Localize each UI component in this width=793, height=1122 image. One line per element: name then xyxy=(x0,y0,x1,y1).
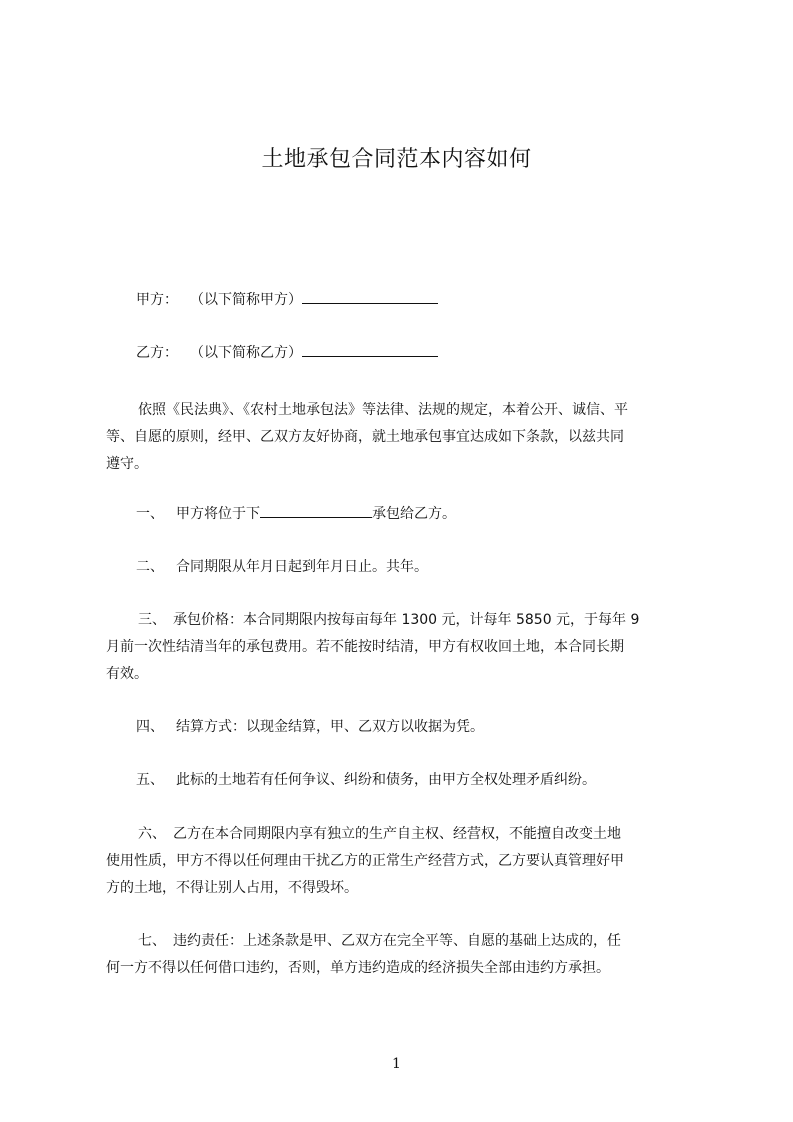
clause-4 xyxy=(106,714,698,741)
clause-3-line: 有效。 xyxy=(106,666,148,682)
clause-6-line: 使用性质，甲方不得以任何理由干扰乙方的正常生产经营方式，乙方要认真管理好甲 xyxy=(106,853,624,869)
clause-4-text: 结算方式：以现金结算，甲、乙双方以收据为凭。 xyxy=(176,719,484,735)
clause-1-text-after: 承包给乙方。 xyxy=(372,506,456,522)
party-a-line xyxy=(106,287,698,314)
preamble-line: 等、自愿的原则，经甲、乙双方友好协商，就土地承包事宜达成如下条款，以兹共同 xyxy=(106,429,624,445)
clause-3-line: 三、 承包价格：本合同期限内按每亩每年 1300 元，计每年 5850 元，于每年 9 xyxy=(138,612,640,628)
page-number: 1 xyxy=(392,1056,401,1072)
clause-6-line: 六、 乙方在本合同期限内享有独立的生产自主权、经营权，不能擅自改变土地 xyxy=(138,826,621,842)
clause-2-text: 合同期限从年月日起到年月日止。共年。 xyxy=(176,559,428,575)
clause-3 xyxy=(106,607,698,688)
clause-1-number: 一、 xyxy=(136,506,164,522)
clause-4-number: 四、 xyxy=(136,719,164,735)
clause-6-line: 方的土地，不得让别人占用，不得毁坏。 xyxy=(106,880,358,896)
clause-1 xyxy=(106,501,698,528)
party-a-note: （以下简称甲方） xyxy=(190,292,302,308)
party-b-blank xyxy=(302,340,438,357)
preamble-line: 依照《民法典》、《农村土地承包法》等法律、法规的规定，本着公开、诚信、平 xyxy=(138,402,628,418)
party-b-line xyxy=(106,340,698,367)
clause-7-line: 七、 违约责任：上述条款是甲、乙双方在完全平等、自愿的基础上达成的，任 xyxy=(138,933,621,949)
clause-1-text-before: 甲方将位于下 xyxy=(176,506,260,522)
preamble-line: 遵守。 xyxy=(106,456,148,472)
clause-1-blank xyxy=(260,501,372,518)
clause-5-number: 五、 xyxy=(136,772,164,788)
clause-3-line: 月前一次性结清当年的承包费用。若不能按时结清，甲方有权收回土地，本合同长期 xyxy=(106,639,624,655)
party-b-note: （以下简称乙方） xyxy=(190,345,302,361)
clause-7 xyxy=(106,928,698,982)
clause-5 xyxy=(106,767,698,794)
party-b-label: 乙方： xyxy=(136,345,178,361)
party-a-blank xyxy=(302,287,438,304)
party-a-label: 甲方： xyxy=(136,292,178,308)
clause-6 xyxy=(106,821,698,902)
clause-5-text: 此标的土地若有任何争议、纠纷和债务，由甲方全权处理矛盾纠纷。 xyxy=(176,772,596,788)
clause-2-number: 二、 xyxy=(136,559,164,575)
clause-7-line: 何一方不得以任何借口违约，否则，单方违约造成的经济损失全部由违约方承担。 xyxy=(106,960,610,976)
clause-2 xyxy=(106,554,698,581)
document-title: 土地承包合同范本内容如何 xyxy=(261,147,532,172)
preamble-paragraph xyxy=(106,397,698,478)
